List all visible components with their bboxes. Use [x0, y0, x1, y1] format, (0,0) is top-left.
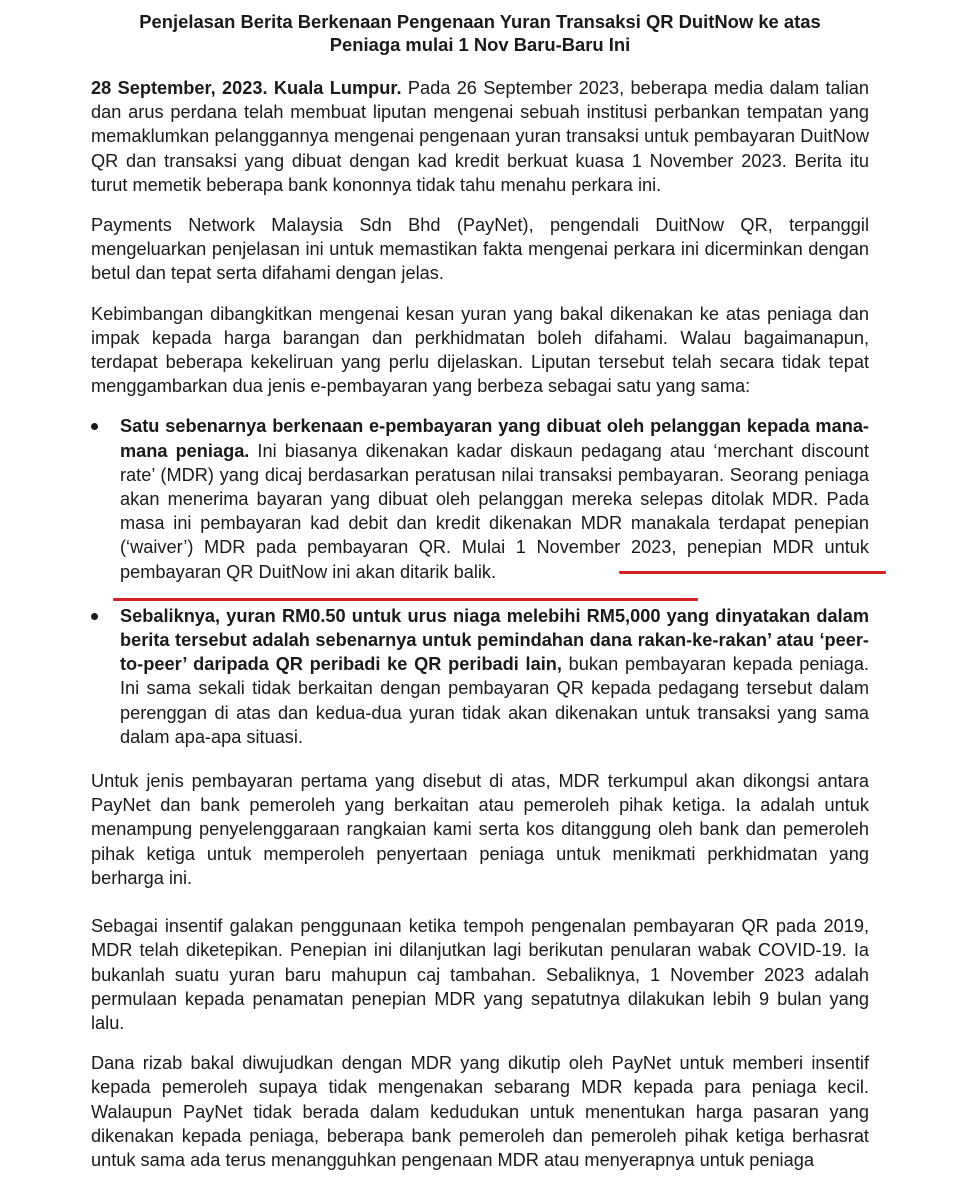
bullet-body-mdr: Ini biasanya dikenakan kadar diskaun pedagang atau ‘merchant discount rate’ (MDR) yang dicaj berdasarkan peratusan nilai transaksi pembayaran. Seorang peniaga akan menerima bayaran yang dibuat oleh pelanggan mereka selepas ditolak MDR. Pada masa ini pembayaran kad debit dan kredit dikenakan MDR manakala terdapat penepian (‘waiver’) MDR pada pembayaran QR. Mulai 1 November 2023, penepian MDR untuk pembayaran QR DuitNow ini akan ditarik balik.: [120, 440, 869, 582]
paragraph-mdr-sharing: Untuk jenis pembayaran pertama yang disebut di atas, MDR terkumpul akan dikongsi antara PayNet dan bank pemeroleh yang berkaitan atau pemeroleh pihak ketiga. Ia adalah untuk menampung penyelenggaraan rangkaian kami serta kos ditanggung oleh bank dan pemeroleh pihak ketiga untuk memperoleh penyertaan peniaga untuk menikmati perkhidmatan yang berharga ini.: [91, 771, 869, 888]
bullet-body-p2p: bukan pembayaran kepada peniaga. Ini sama sekali tidak berkaitan dengan pembayaran QR kepada pedagang tersebut dalam perenggan di atas dan kedua-dua yuran tidak akan dikenakan untuk transaksi yang sama dalam apa-apa situasi.: [120, 654, 869, 747]
paragraph-concerns: Kebimbangan dibangkitkan mengenai kesan yuran yang bakal dikenakan ke atas peniaga dan impak kepada harga barangan dan perkhidmatan boleh difahami. Walau bagaimanapun, terdapat beberapa kekeliruan yang perlu dijelaskan. Liputan tersebut telah secara tidak tepat menggambarkan dua jenis e-pembayaran yang berbeza sebagai satu yang sama:: [91, 303, 869, 397]
dateline: 28 September, 2023. Kuala Lumpur.: [91, 78, 402, 98]
paragraph-paynet: Payments Network Malaysia Sdn Bhd (PayNet), pengendali DuitNow QR, terpanggil mengeluarkan penjelasan ini untuk memastikan fakta mengenai perkara ini dicerminkan dengan betul dan tepat serta difahami dengan jelas.: [91, 215, 869, 284]
bullet-bold-mdr: Satu sebenarnya berkenaan e-pembayaran yang dibuat oleh pelanggan kepada mana-mana peniaga.: [120, 416, 869, 461]
title-line-2: Peniaga mulai 1 Nov Baru-Baru Ini: [329, 34, 631, 55]
bullet-item-p2p: [91, 604, 869, 749]
paragraph-intro: [91, 76, 869, 197]
title-line-1: Penjelasan Berita Berkenaan Pengenaan Yuran Transaksi QR DuitNow ke atas: [139, 11, 821, 32]
paragraph-reserve-fund: Dana rizab bakal diwujudkan dengan MDR yang dikutip oleh PayNet untuk memberi insentif kepada pemeroleh supaya tidak mengenakan sebarang MDR kepada para peniaga kecil. Walaupun PayNet tidak berada dalam kedudukan untuk menentukan harga pasaran yang dikenakan kepada peniaga, beberapa bank pemeroleh dan pemeroleh pihak ketiga berhasrat untuk sama ada terus menangguhkan pengenaan MDR atau menyerapnya untuk peniaga: [91, 1053, 869, 1170]
bullet-bold-p2p: Sebaliknya, yuran RM0.50 untuk urus niaga melebihi RM5,000 yang dinyatakan dalam berita tersebut adalah sebenarnya untuk pemindahan dana rakan-ke-rakan’ atau ‘peer-to-peer’ daripada QR peribadi ke QR peribadi lain,: [120, 605, 869, 675]
bullet-text-p2p: [120, 604, 869, 749]
paragraph-intro-text: Pada 26 September 2023, beberapa media dalam talian dan arus perdana telah membuat liputan mengenai sebuah institusi perbankan tempatan yang memaklumkan pelanggannya mengenai pengenaan yuran transaksi untuk pembayaran DuitNow QR dan transaksi yang dibuat dengan kad kredit berkuat kuasa 1 November 2023. Berita itu turut memetik beberapa bank kononnya tidak tahu menahu perkara ini.: [91, 78, 869, 195]
bullet-marker: [91, 423, 98, 430]
red-underline-annotation: [619, 571, 886, 574]
bullet-list: [91, 414, 869, 749]
bullet-text-mdr: [120, 414, 869, 583]
red-underline-annotation: [113, 598, 698, 601]
document-title: [91, 10, 869, 56]
paragraph-incentive: Sebagai insentif galakan penggunaan ketika tempoh pengenalan pembayaran QR pada 2019, MDR telah diketepikan. Penepian ini dilanjutkan lagi berikutan penularan wabak COVID-19. Ia bukanlah suatu yuran baru mahupun caj tambahan. Sebaliknya, 1 November 2023 adalah permulaan kepada penamatan penepian MDR yang sepatutnya dilakukan lebih 9 bulan yang lalu.: [91, 916, 869, 1033]
bullet-marker: [91, 613, 98, 620]
bullet-item-mdr: [91, 414, 869, 583]
